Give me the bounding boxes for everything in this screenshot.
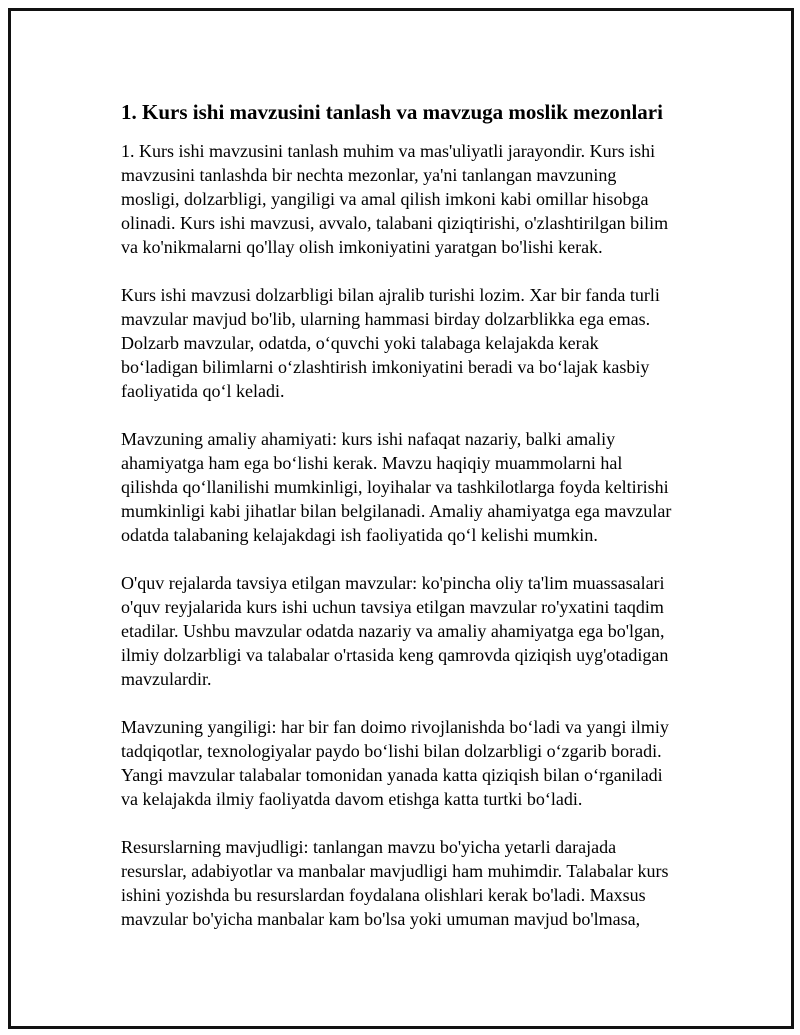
paragraph-2: [121, 283, 701, 403]
text-line: tadqiqotlar, texnologiyalar paydo bo‘lishi bilan dolzarbligi o‘zgarib boradi.: [121, 741, 662, 761]
text-line: Dolzarb mavzular, odatda, o‘quvchi yoki talabaga kelajakda kerak: [121, 333, 599, 353]
text-line: ilmiy dolzarbligi va talabalar o'rtasida keng qamrovda qiziqish uyg'otadigan: [121, 645, 669, 665]
text-line: mavzular bo'yicha manbalar kam bo'lsa yoki umuman mavjud bo'lmasa,: [121, 909, 641, 929]
document-content: [121, 97, 701, 931]
text-line: Mavzuning amaliy ahamiyati: kurs ishi nafaqat nazariy, balki amaliy: [121, 429, 616, 449]
text-line: bo‘ladigan bilimlarni o‘zlashtirish imkoniyatini beradi va bo‘lajak kasbiy: [121, 357, 650, 377]
paragraph-3: [121, 427, 701, 547]
paragraph-4: [121, 571, 701, 691]
paragraph-5: [121, 715, 701, 811]
text-line: va kelajakda ilmiy faoliyatda davom etishga katta turtki bo‘ladi.: [121, 789, 583, 809]
text-line: etadilar. Ushbu mavzular odatda nazariy va amaliy ahamiyatga ega bo'lgan,: [121, 621, 665, 641]
paragraph-6: [121, 835, 701, 931]
text-line: Mavzuning yangiligi: har bir fan doimo rivojlanishda bo‘ladi va yangi ilmiy: [121, 717, 669, 737]
paragraph-1: [121, 139, 701, 259]
text-line: faoliyatida qo‘l keladi.: [121, 381, 285, 401]
text-line: mavzular mavjud bo'lib, ularning hammasi birday dolzarblikka ega emas.: [121, 309, 651, 329]
text-line: O'quv rejalarda tavsiya etilgan mavzular: ko'pincha oliy ta'lim muassasalari: [121, 573, 665, 593]
text-line: Yangi mavzular talabalar tomonidan yanada katta qiziqish bilan o‘rganiladi: [121, 765, 663, 785]
text-line: o'quv reyjalarida kurs ishi uchun tavsiya etilgan mavzular ro'yxatini taqdim: [121, 597, 664, 617]
text-line: mavzulardir.: [121, 669, 212, 689]
text-line: Kurs ishi mavzusi dolzarbligi bilan ajralib turishi lozim. Xar bir fanda turli: [121, 285, 660, 305]
text-line: ahamiyatga ham ega bo‘lishi kerak. Mavzu haqiqiy muammolarni hal: [121, 453, 623, 473]
text-line: mumkinligi kabi jihatlar bilan belgilanadi. Amaliy ahamiyatga ega mavzular: [121, 501, 672, 521]
text-line: olinadi. Kurs ishi mavzusi, avvalo, talabani qiziqtirishi, o'zlashtirilgan bilim: [121, 213, 669, 233]
text-line: va ko'nikmalarni qo'llay olish imkoniyatini yaratgan bo'lishi kerak.: [121, 237, 603, 257]
text-line: mosligi, dolzarbligi, yangiligi va amal qilish imkoni kabi omillar hisobga: [121, 189, 649, 209]
text-line: 1. Kurs ishi mavzusini tanlash muhim va mas'uliyatli jarayondir. Kurs ishi: [121, 141, 656, 161]
text-line: resurslar, adabiyotlar va manbalar mavjudligi ham muhimdir. Talabalar kurs: [121, 861, 669, 881]
text-line: mavzusini tanlashda bir nechta mezonlar, ya'ni tanlangan mavzuning: [121, 165, 617, 185]
document-title: 1. Kurs ishi mavzusini tanlash va mavzuga moslik mezonlari: [121, 100, 663, 124]
text-line: Resurslarning mavjudligi: tanlangan mavzu bo'yicha yetarli darajada: [121, 837, 617, 857]
text-line: ishini yozishda bu resurslardan foydalana olishlari kerak bo'ladi. Maxsus: [121, 885, 646, 905]
page-frame: [8, 8, 794, 1029]
text-line: odatda talabaning kelajakdagi ish faoliyatida qo‘l kelishi mumkin.: [121, 525, 598, 545]
text-line: qilishda qo‘llanilishi mumkinligi, loyihalar va tashkilotlarga foyda keltirishi: [121, 477, 669, 497]
